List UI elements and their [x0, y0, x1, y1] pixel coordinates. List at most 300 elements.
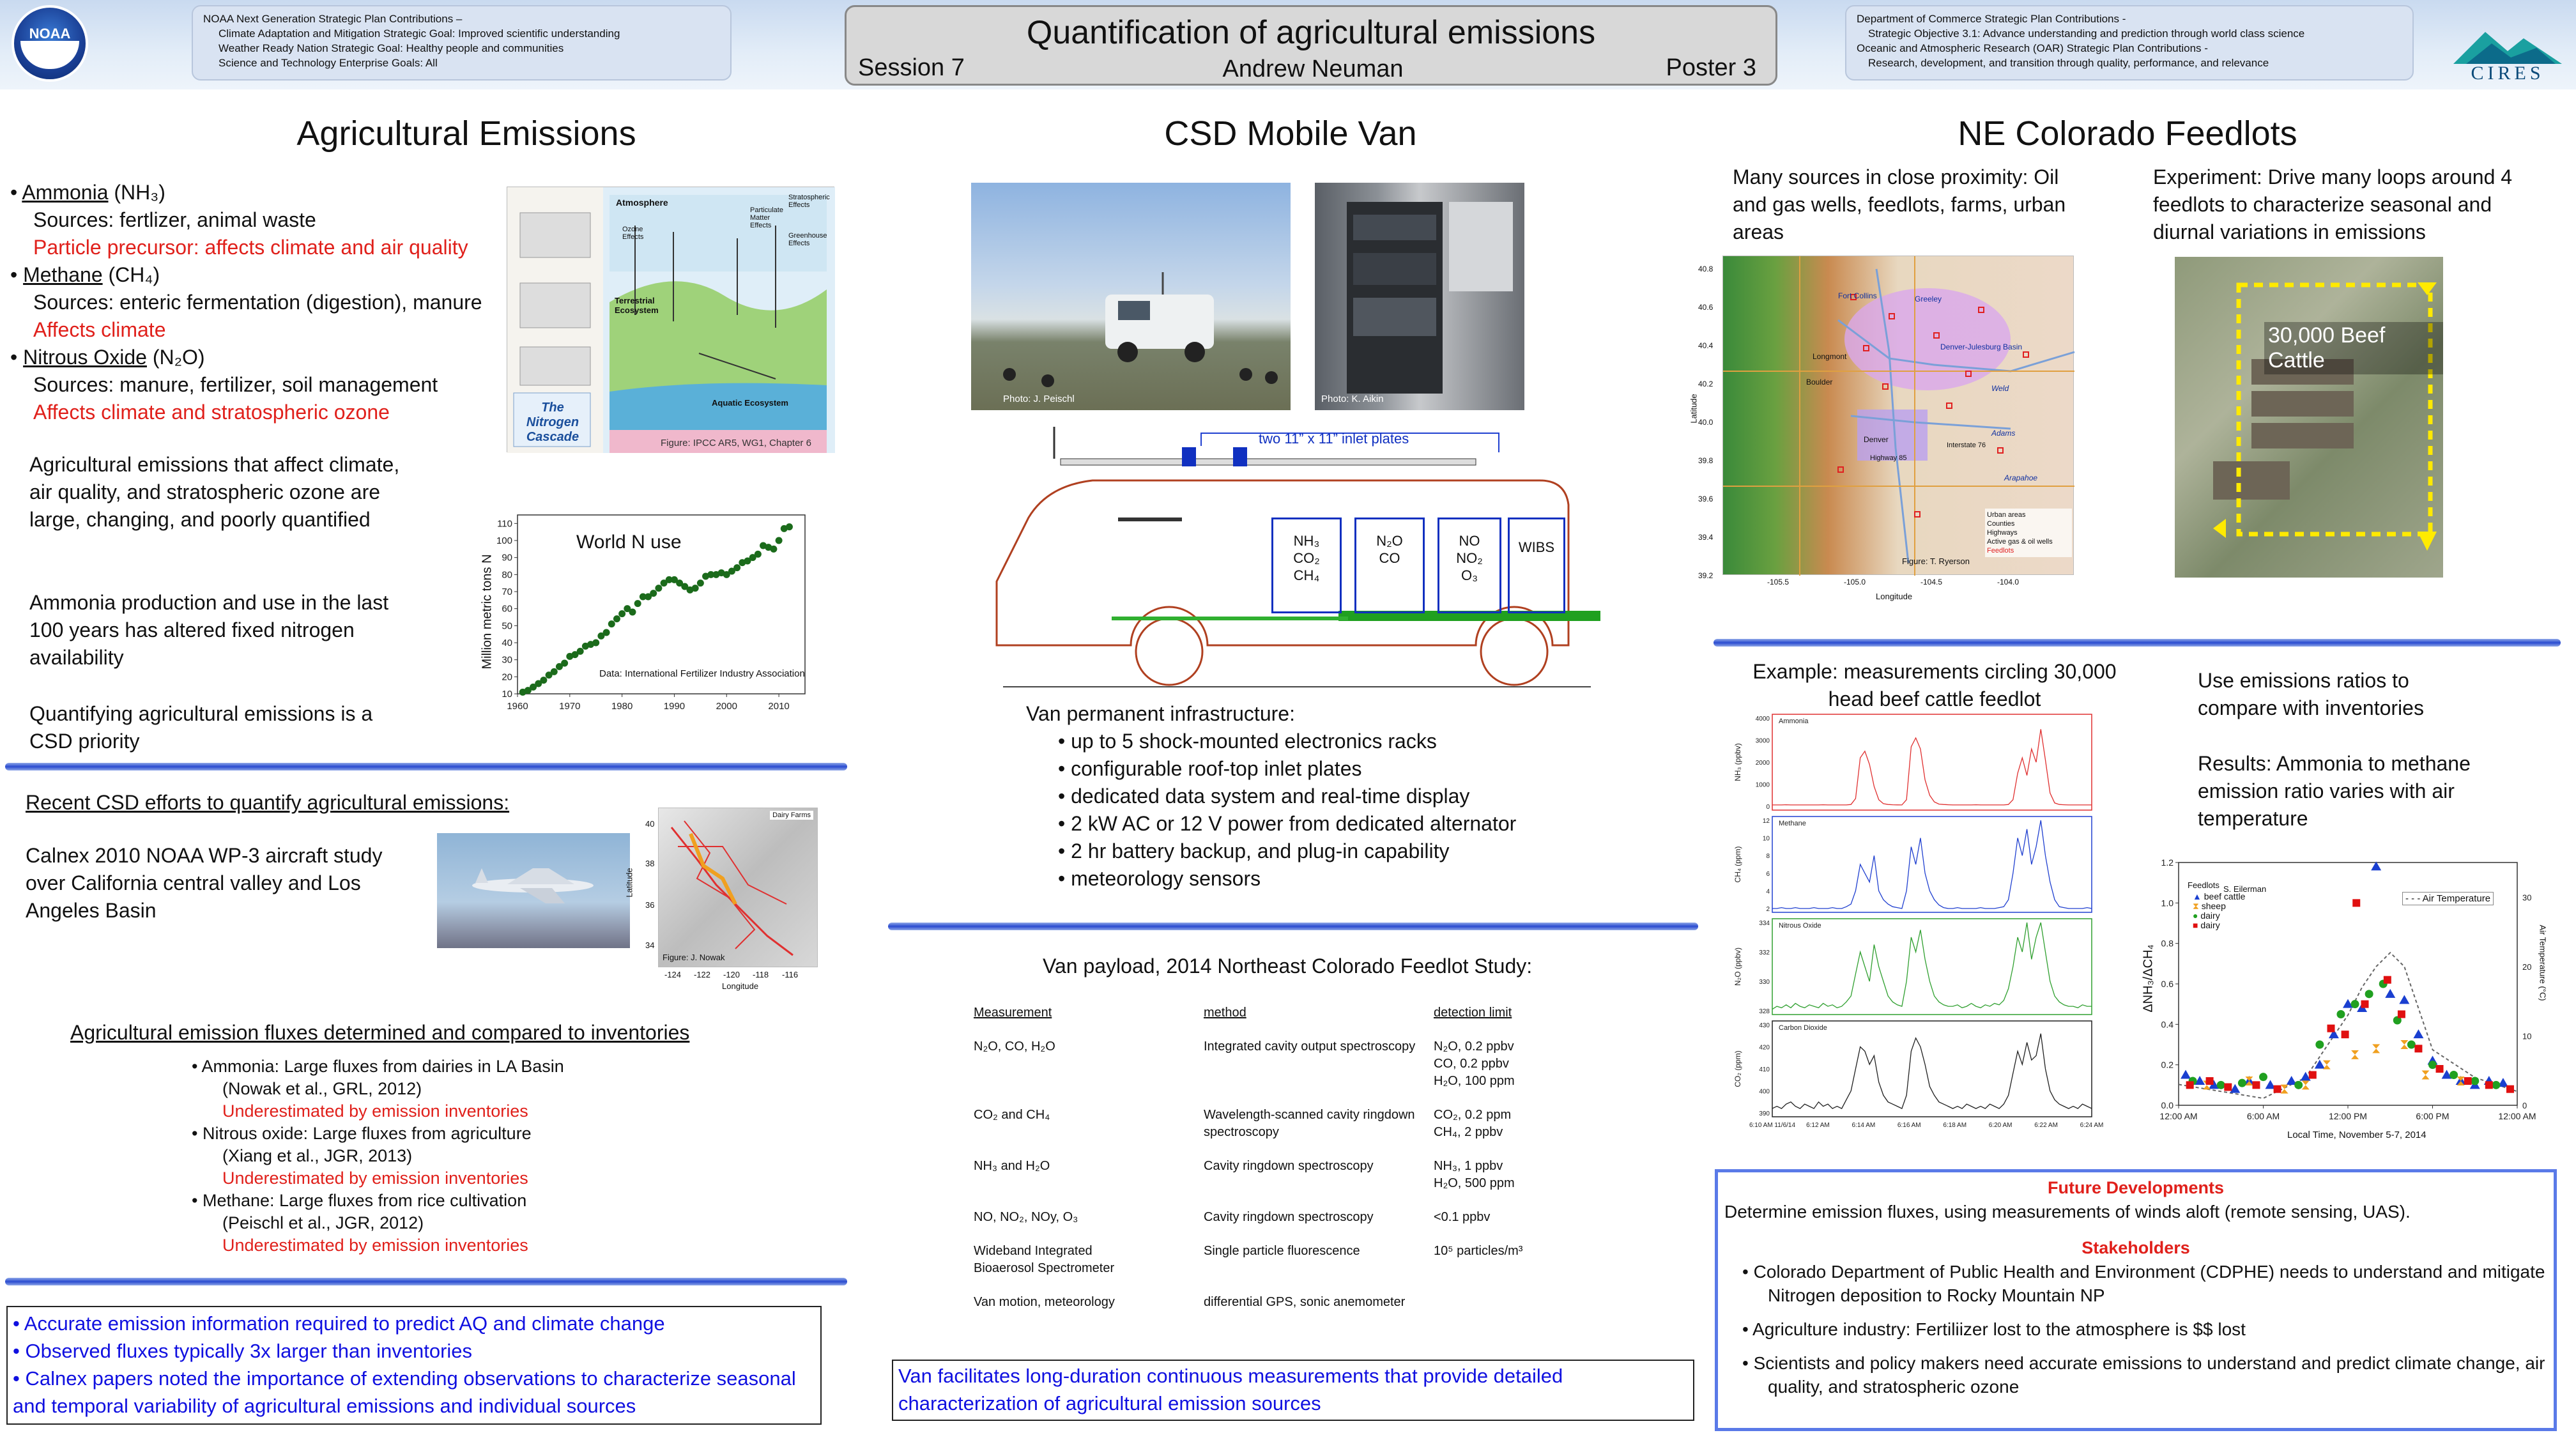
- infra-item-text: up to 5 shock-mounted electronics racks: [1071, 730, 1437, 753]
- header-right-line: Oceanic and Atmospheric Research (OAR) Strategic Plan Contributions -: [1857, 42, 2208, 54]
- panel-title: Nitrous Oxide: [1779, 922, 1821, 930]
- colorado-map: [1684, 250, 2093, 608]
- rack-2-line: CO: [1379, 550, 1400, 566]
- methane-item: • Methane (CH₄): [10, 263, 160, 286]
- co-map-caption: Figure: T. Ryerson: [1902, 556, 1970, 566]
- co-ytick: 39.4: [1698, 533, 1713, 542]
- ts-x-tick: 6:12 AM: [1806, 1122, 1830, 1129]
- data-point: [2384, 976, 2391, 984]
- col1-para-1: Agricultural emissions that affect climate, air quality, and stratospheric ozone are large, changing, and poorly quantified: [29, 453, 400, 531]
- payload-cell: Integrated cavity output spectroscopy: [1204, 1039, 1416, 1054]
- payload-table-grid: [974, 1004, 1587, 1328]
- ratio-legend-item: ⧗ sheep: [2193, 901, 2226, 911]
- calnex-text: Calnex 2010 NOAA WP-3 aircraft study over California central valley and Los Angeles Basin: [26, 844, 383, 922]
- panel-ytick: 2000: [1755, 760, 1770, 767]
- summary-item: • Accurate emission information required to predict AQ and climate change: [13, 1312, 665, 1335]
- y-tick-label: 10: [502, 689, 512, 700]
- data-point: [613, 615, 620, 622]
- data-point: [2365, 990, 2373, 998]
- flux-ref: (Peischl et al., JGR, 2012): [222, 1213, 424, 1232]
- data-point: [2206, 1077, 2214, 1085]
- data-point: [2361, 1000, 2369, 1008]
- poster-number: Poster 3: [1666, 54, 1756, 81]
- header-left-line: NOAA Next Generation Strategic Plan Contributions –: [203, 13, 463, 25]
- data-point: [2327, 1025, 2335, 1032]
- x-tick-label: 12:00 PM: [2329, 1111, 2367, 1121]
- header-left-line: Science and Technology Enterprise Goals: All: [218, 57, 438, 69]
- panel-ytick: 390: [1759, 1110, 1770, 1117]
- x-tick-label: 1960: [507, 701, 528, 712]
- flux-text: Ammonia: Large fluxes from dairies in LA Basin: [201, 1057, 564, 1076]
- panel-ytick: 410: [1759, 1066, 1770, 1073]
- california-map: [613, 808, 824, 999]
- ratio-legend: [2193, 892, 2245, 930]
- rack-1-line: NH₃: [1293, 533, 1320, 549]
- panel-ytick: 332: [1759, 949, 1770, 956]
- n2o-sources: Sources: manure, fertilizer, soil management: [33, 373, 438, 396]
- ratio-legend-item: ▲ beef cattle: [2193, 891, 2246, 901]
- ca-xtick: -124: [664, 970, 682, 979]
- ts-x-tick: 6:16 AM: [1897, 1122, 1921, 1129]
- van-schematic: [990, 422, 1604, 690]
- co-legend-item: Feedlots: [1987, 547, 2014, 555]
- header-right-line: Strategic Objective 3.1: Advance understanding and prediction through world class science: [1868, 27, 2305, 40]
- feedlot-timeseries: [1728, 708, 2104, 1149]
- data-point: [2398, 1011, 2405, 1018]
- panel-frame: [1772, 919, 2092, 1015]
- co-place-adams: Adams: [1991, 429, 2016, 438]
- photo2-caption: Photo: K. Aikin: [1321, 394, 1384, 404]
- rack-4-line: WIBS: [1518, 539, 1555, 555]
- infra-item-text: 2 kW AC or 12 V power from dedicated alternator: [1071, 812, 1517, 835]
- data-point: [592, 640, 599, 647]
- payload-cell: differential GPS, sonic anemometer: [1204, 1295, 1406, 1309]
- co-xtick: -105.0: [1844, 578, 1866, 586]
- ts-x-tick: 6:22 AM: [2034, 1122, 2058, 1129]
- y-tick-label: 30: [502, 654, 512, 666]
- panel-ytick: 10: [1762, 835, 1770, 843]
- co-map-legend: [1985, 509, 2072, 557]
- y2-tick-label: 30: [2522, 893, 2532, 903]
- infra-item-text: dedicated data system and real-time display: [1071, 785, 1470, 808]
- cascade-label-terrestrial: Terrestrial Ecosystem: [615, 296, 659, 315]
- x-tick-label: 6:00 PM: [2416, 1111, 2450, 1121]
- y-tick-label: 0.6: [2161, 979, 2174, 989]
- panel-ytick: 1000: [1755, 781, 1770, 789]
- co-place-dj-basin: Denver-Julesburg Basin: [1940, 342, 2023, 351]
- data-point: [2336, 1010, 2345, 1018]
- ammonia-item: • Ammonia (NH₃): [10, 181, 165, 204]
- beef-cattle-label: 30,000 Beef Cattle: [2264, 322, 2443, 374]
- infra-item-text: configurable roof-top inlet plates: [1071, 757, 1362, 780]
- ratio-legend-label: dairy: [2200, 910, 2220, 921]
- ts-x-tick: 6:24 AM: [2080, 1122, 2104, 1129]
- methane-effect: Affects climate: [33, 318, 166, 341]
- y-tick-label: 0.0: [2161, 1100, 2174, 1110]
- co-place-boulder: Boulder: [1806, 378, 1833, 387]
- van-inside-photo: [1315, 183, 1524, 410]
- ammonia-sources: Sources: fertlizer, animal waste: [33, 208, 316, 231]
- y-tick-label: 110: [497, 518, 512, 530]
- data-point: [2342, 1031, 2349, 1038]
- col1-divider-2: [5, 1278, 847, 1285]
- infra-item-text: meteorology sensors: [1071, 867, 1261, 890]
- data-point: [733, 564, 740, 571]
- emissions-list: [10, 179, 515, 426]
- y-tick-label: 80: [502, 569, 512, 581]
- y-tick-label: 0.2: [2161, 1059, 2174, 1070]
- ammonia-formula: (NH₃): [114, 181, 165, 204]
- ratio-legend-item: ■ dairy: [2193, 920, 2220, 930]
- panel-ytick: 4000: [1755, 716, 1770, 723]
- panel-title: Methane: [1779, 820, 1806, 827]
- data-point: [697, 579, 704, 586]
- panel-ylabel-group: [1733, 847, 1742, 883]
- ca-ytick: 40: [645, 819, 655, 829]
- payload-cell: Single particle fluorescence: [1204, 1244, 1360, 1258]
- co-ytick: 39.6: [1698, 494, 1713, 503]
- dairy-farms-legend: Dairy Farms: [770, 811, 813, 820]
- data-point: [2186, 1081, 2194, 1089]
- x-tick-label: 1970: [559, 701, 581, 712]
- ratio-legend-label: dairy: [2200, 920, 2220, 930]
- data-point: [770, 546, 777, 553]
- panel-ytick: 3000: [1755, 737, 1770, 745]
- panel-ylabel: N₂O (ppbv): [1733, 947, 1742, 986]
- california-map-caption: Figure: J. Nowak: [663, 953, 725, 962]
- co-place-greeley: Greeley: [1915, 295, 1942, 303]
- noaa-logo-text: NOAA: [29, 26, 71, 42]
- co-xtick: -104.5: [1920, 578, 1943, 586]
- n2o-name: Nitrous Oxide: [23, 346, 147, 369]
- van-summary-box: Van facilitates long-duration continuous measurements that provide detailed characterization of agricultural emission sources: [892, 1360, 1694, 1421]
- payload-row: [974, 1038, 1587, 1107]
- panel-ytick: 0: [1766, 804, 1770, 811]
- data-point: [2471, 1077, 2479, 1085]
- rack-2-line: N₂O: [1376, 533, 1403, 549]
- co-ytick: 40.6: [1698, 303, 1713, 312]
- payload-cell: Wideband Integrated Bioaerosol Spectrometer: [974, 1244, 1115, 1275]
- stakeholders-title: Stakeholders: [2082, 1238, 2190, 1257]
- ammonia-effect: Particle precursor: affects climate and air quality: [33, 236, 468, 259]
- rack-4: [1508, 518, 1565, 613]
- ca-xtick: -122: [694, 970, 711, 979]
- panel-ytick: 4: [1766, 888, 1770, 896]
- stakeholder-item: • Agriculture industry: Fertiliizer lost to the atmosphere is $$ lost: [1742, 1319, 2246, 1339]
- x-tick-label: 1980: [611, 701, 633, 712]
- california-flight-tracks: [659, 808, 818, 968]
- summary-item-text: Calnex papers noted the importance of extending observations to characterize seasonal and temporal variability of agricultural emissions and individual sources: [13, 1367, 796, 1417]
- summary-item-text: Observed fluxes typically 3x larger than inventories: [25, 1340, 473, 1362]
- data-point: [603, 629, 610, 636]
- instrument-rack-icon: [1315, 183, 1524, 410]
- data-point: [2302, 1080, 2310, 1089]
- co-place-longmont: Longmont: [1813, 352, 1847, 361]
- session-label: Session 7: [858, 54, 965, 81]
- y-tick-label: 1.0: [2161, 898, 2174, 908]
- panel-ytick: 330: [1759, 979, 1770, 986]
- payload-cell: CO₂ and CH₄: [974, 1108, 1050, 1122]
- world-n-use-ylabel: Million metric tons N: [480, 554, 494, 670]
- col1-divider-1: [5, 763, 847, 770]
- data-point: [2385, 989, 2395, 998]
- panel-frame: [1772, 1021, 2092, 1117]
- y-tick-label: 40: [502, 638, 512, 648]
- ratio-legend-label: sheep: [2201, 901, 2226, 911]
- data-point: [2399, 995, 2409, 1004]
- ratio-ylabel: ΔNH₃/ΔCH₄: [2141, 944, 2156, 1013]
- payload-cell: N₂O, CO, H₂O: [974, 1039, 1055, 1054]
- x-tick-label: 12:00 AM: [2498, 1111, 2536, 1121]
- infra-item: • up to 5 shock-mounted electronics racks: [1058, 730, 1437, 753]
- data-point: [2315, 1041, 2324, 1049]
- ca-ytick: 34: [645, 940, 655, 950]
- infra-block: [1026, 700, 1601, 893]
- y-tick-label: 20: [502, 671, 512, 683]
- co-map-xlabel: Longitude: [1876, 592, 1913, 601]
- payload-header-cell: detection limit: [1434, 1006, 1512, 1020]
- flux-note: Underestimated by emission inventories: [222, 1101, 528, 1121]
- cascade-label-stratospheric: Stratospheric Effects: [788, 194, 830, 209]
- panel-ytick: 430: [1759, 1022, 1770, 1029]
- author-name: Andrew Neuman: [1222, 56, 1404, 82]
- data-point: [2492, 1081, 2500, 1089]
- van-icon: [971, 183, 1291, 410]
- stakeholder-text: Agriculture industry: Fertiliizer lost to the atmosphere is $$ lost: [1752, 1319, 2246, 1339]
- rack-1: [1271, 518, 1342, 613]
- data-point: [608, 620, 615, 627]
- doc-plan-box: [1845, 5, 2414, 80]
- world-n-use-annotation: Data: International Fertilizer Industry Association: [599, 668, 805, 679]
- data-point: [2414, 1045, 2422, 1052]
- van-outside-photo: [971, 183, 1291, 410]
- data-point: [2450, 1071, 2458, 1079]
- col2-divider: [888, 923, 1698, 930]
- col1-para-2: Ammonia production and use in the last 100 years has altered fixed nitrogen availability: [29, 591, 389, 669]
- data-point: [2407, 1041, 2416, 1049]
- ratio-chart: [2134, 843, 2549, 1144]
- panel-ytick: 420: [1759, 1044, 1770, 1052]
- payload-cell: <0.1 ppbv: [1434, 1210, 1491, 1224]
- ca-ytick: 36: [645, 900, 655, 910]
- y-tick-label: 90: [502, 552, 512, 564]
- payload-row: [974, 1107, 1587, 1158]
- y-tick-label: 1.2: [2161, 857, 2174, 868]
- ca-map-ylabel: Latitude: [624, 868, 634, 898]
- cascade-label-aquatic: Aquatic Ecosystem: [712, 398, 788, 408]
- data-point: [2372, 1044, 2380, 1053]
- n2o-effect: Affects climate and stratospheric ozone: [33, 401, 390, 424]
- flux-text: Nitrous oxide: Large fluxes from agriculture: [202, 1124, 532, 1143]
- co-place-fort-collins: Fort Collins: [1838, 291, 1877, 300]
- recent-efforts-title: Recent CSD efforts to quantify agricultural emissions:: [26, 791, 510, 814]
- payload-cell: NO, NO₂, NOy, O₃: [974, 1210, 1078, 1224]
- y-tick-label: 50: [502, 620, 512, 632]
- panel-ylabel: NH₃ (ppbv): [1733, 743, 1742, 781]
- infra-item: • 2 hr battery backup, and plug-in capability: [1058, 839, 1450, 862]
- co-legend-item: Urban areas: [1987, 511, 2026, 519]
- infra-item: • meteorology sensors: [1058, 867, 1261, 890]
- co-place-i76: Interstate 76: [1947, 441, 1986, 449]
- summary-box: [6, 1306, 822, 1425]
- infra-item: • dedicated data system and real-time display: [1058, 785, 1470, 808]
- panel-title: Ammonia: [1779, 717, 1809, 725]
- flux-item: • Methane: Large fluxes from rice cultivation: [192, 1191, 527, 1210]
- panel-ytick: 334: [1759, 920, 1770, 927]
- x-tick-label: 2010: [768, 701, 790, 712]
- flux-list: [192, 1055, 703, 1257]
- data-point: [2294, 1081, 2303, 1089]
- example-title: Example: measurements circling 30,000 head beef cattle feedlot: [1752, 660, 2117, 710]
- data-point: [2400, 1040, 2408, 1049]
- data-point: [2352, 899, 2360, 907]
- nitrogen-cascade-figure: [507, 187, 834, 452]
- rack-3-line: O₃: [1460, 567, 1478, 583]
- payload-cell: NH₃ and H₂O: [974, 1159, 1050, 1173]
- ts-x-tick: 6:20 AM: [1988, 1122, 2012, 1129]
- panel-ytick: 12: [1762, 818, 1770, 825]
- panel-title: Carbon Dioxide: [1779, 1024, 1827, 1032]
- data-point: [634, 600, 641, 607]
- photo1-caption: Photo: J. Peischl: [1003, 394, 1075, 404]
- cascade-title: The Nitrogen Cascade: [526, 401, 579, 444]
- panel-ylabel: CH₄ (ppm): [1733, 846, 1742, 883]
- infra-item-text: 2 hr battery backup, and plug-in capability: [1071, 839, 1450, 862]
- n2o-formula: (N₂O): [152, 346, 205, 369]
- ratio-legend-note: S. Eilerman: [2223, 884, 2267, 894]
- payload-cell: Cavity ringdown spectroscopy: [1204, 1210, 1374, 1224]
- summary-item-text: Accurate emission information required to predict AQ and climate change: [24, 1312, 665, 1335]
- col2-heading: CSD Mobile Van: [1164, 114, 1417, 153]
- payload-cell: N₂O, 0.2 ppbv CO, 0.2 ppbv H₂O, 100 ppm: [1434, 1039, 1515, 1088]
- experiment-text: Experiment: Drive many loops around 4 feedlots to characterize seasonal and diurnal variations in emissions: [2153, 165, 2513, 243]
- data-point: [2464, 1077, 2472, 1085]
- y2-tick-label: 0: [2522, 1101, 2527, 1110]
- summary-item: • Calnex papers noted the importance of extending observations to characterize seasonal and temporal variability of agricultural emissions and individual sources: [13, 1367, 796, 1417]
- x-tick-label: 12:00 AM: [2159, 1111, 2198, 1121]
- flux-note: Underestimated by emission inventories: [222, 1236, 528, 1255]
- data-point: [2274, 1085, 2281, 1093]
- air-temp-legend: - - - Air Temperature: [2402, 892, 2494, 905]
- ts-x-tick: 6:14 AM: [1851, 1122, 1876, 1129]
- co-place-weld: Weld: [1991, 384, 2009, 393]
- y2-tick-label: 20: [2522, 962, 2532, 972]
- poster-title: Quantification of agricultural emissions: [1026, 14, 1596, 51]
- co-ytick: 39.8: [1698, 456, 1713, 465]
- ca-xtick: -116: [782, 970, 799, 979]
- y-tick-label: 60: [502, 603, 512, 615]
- co-legend-item: Active gas & oil wells: [1987, 538, 2053, 546]
- data-point: [618, 610, 625, 617]
- data-point: [655, 585, 662, 592]
- data-point: [755, 551, 762, 558]
- n2o-item: • Nitrous Oxide (N₂O): [10, 346, 205, 369]
- payload-cell: Van motion, meteorology: [974, 1295, 1115, 1309]
- panel-ylabel-group: [1733, 743, 1742, 781]
- data-point: [2436, 1065, 2444, 1073]
- data-point: [776, 537, 783, 544]
- ts-x-tick: 6:10 AM 11/6/14: [1749, 1122, 1796, 1129]
- data-point: [692, 585, 699, 592]
- payload-header-cell: method: [1204, 1006, 1246, 1020]
- cascade-label-atmosphere: Atmosphere: [616, 197, 668, 208]
- panel-ytick: 328: [1759, 1008, 1770, 1015]
- data-point: [2351, 1050, 2359, 1059]
- payload-table: [974, 1004, 1587, 1328]
- california-map-frame: [658, 808, 818, 967]
- payload-cell: NH₃, 1 ppbv H₂O, 500 ppm: [1434, 1159, 1515, 1190]
- col1-heading: Agricultural Emissions: [296, 114, 636, 153]
- data-point: [650, 590, 657, 597]
- payload-row: [974, 1294, 1587, 1328]
- data-point: [540, 677, 547, 684]
- flux-item: • Nitrous oxide: Large fluxes from agriculture: [192, 1124, 532, 1143]
- co-ytick: 40.2: [1698, 379, 1713, 388]
- data-point: [577, 648, 584, 655]
- panel-ylabel-group: [1733, 947, 1742, 986]
- panel-ytick: 2: [1766, 906, 1770, 913]
- data-point: [2351, 1000, 2359, 1008]
- header-left-line: Weather Ready Nation Strategic Goal: Healthy people and communities: [218, 42, 564, 54]
- world-n-use-chart: [473, 502, 824, 745]
- flux-ref: (Xiang et al., JGR, 2013): [222, 1146, 413, 1165]
- y-tick-label: 0.4: [2161, 1019, 2174, 1030]
- feedlot-satellite-image: [2175, 257, 2443, 578]
- wp3-aircraft-photo: [437, 833, 630, 948]
- x-tick-label: 2000: [716, 701, 737, 712]
- title-box: [845, 5, 1777, 86]
- flux-text: Methane: Large fluxes from rice cultivation: [202, 1191, 527, 1210]
- data-point: [2217, 1081, 2225, 1089]
- world-n-use-title: World N use: [576, 532, 682, 553]
- sources-text: Many sources in close proximity: Oil and gas wells, feedlots, farms, urban areas: [1733, 165, 2066, 243]
- co-place-denver: Denver: [1864, 435, 1889, 444]
- stakeholder-text: Scientists and policy makers need accurate emissions to understand and predict climate change, air quality, and stratospheric ozone: [1753, 1353, 2545, 1397]
- co-map-xticks: [1722, 578, 2074, 590]
- rack-1-line: CH₄: [1293, 567, 1320, 583]
- data-point: [786, 523, 793, 530]
- data-point: [2259, 1073, 2267, 1081]
- panel-ytick: 400: [1759, 1088, 1770, 1096]
- cires-logo: [2447, 19, 2568, 83]
- payload-title: Van payload, 2014 Northeast Colorado Feedlot Study:: [1043, 954, 1533, 977]
- stakeholder-item: • Colorado Department of Public Health and Environment (CDPHE) needs to understand and mitigate Nitrogen deposition to Rocky Mountain NP: [1742, 1262, 2545, 1305]
- cascade-label-greenhouse: Greenhouse Effects: [788, 232, 827, 247]
- panel-ytick: 8: [1766, 853, 1770, 861]
- rack-2: [1354, 518, 1425, 613]
- ca-xtick: -118: [753, 970, 769, 979]
- payload-cell: Cavity ringdown spectroscopy: [1204, 1159, 1374, 1173]
- col1-para-3: Quantifying agricultural emissions is a CSD priority: [29, 702, 373, 753]
- ratios-text: Use emissions ratios to compare with inventories: [2198, 669, 2424, 719]
- data-point: [2224, 1084, 2232, 1091]
- co-ytick: 40.8: [1698, 264, 1713, 273]
- data-point: [2181, 1070, 2191, 1079]
- header-right-line: Department of Commerce Strategic Plan Contributions -: [1857, 13, 2126, 25]
- panel-frame: [1772, 816, 2092, 912]
- aircraft-icon: [437, 833, 630, 948]
- payload-cell: CO₂, 0.2 ppm CH₄, 2 ppbv: [1434, 1108, 1512, 1139]
- co-ytick: 40.0: [1698, 418, 1713, 427]
- col3-heading: NE Colorado Feedlots: [1958, 114, 2297, 153]
- future-title: Future Developments: [2047, 1178, 2225, 1197]
- cascade-caption: Figure: IPCC AR5, WG1, Chapter 6: [661, 438, 811, 448]
- col3-divider: [1713, 639, 2561, 647]
- ratio-legend-item: ● dairy: [2193, 910, 2220, 921]
- data-point: [2413, 1029, 2423, 1038]
- co-xtick: -105.5: [1767, 578, 1790, 586]
- rack-1-line: CO₂: [1293, 550, 1320, 566]
